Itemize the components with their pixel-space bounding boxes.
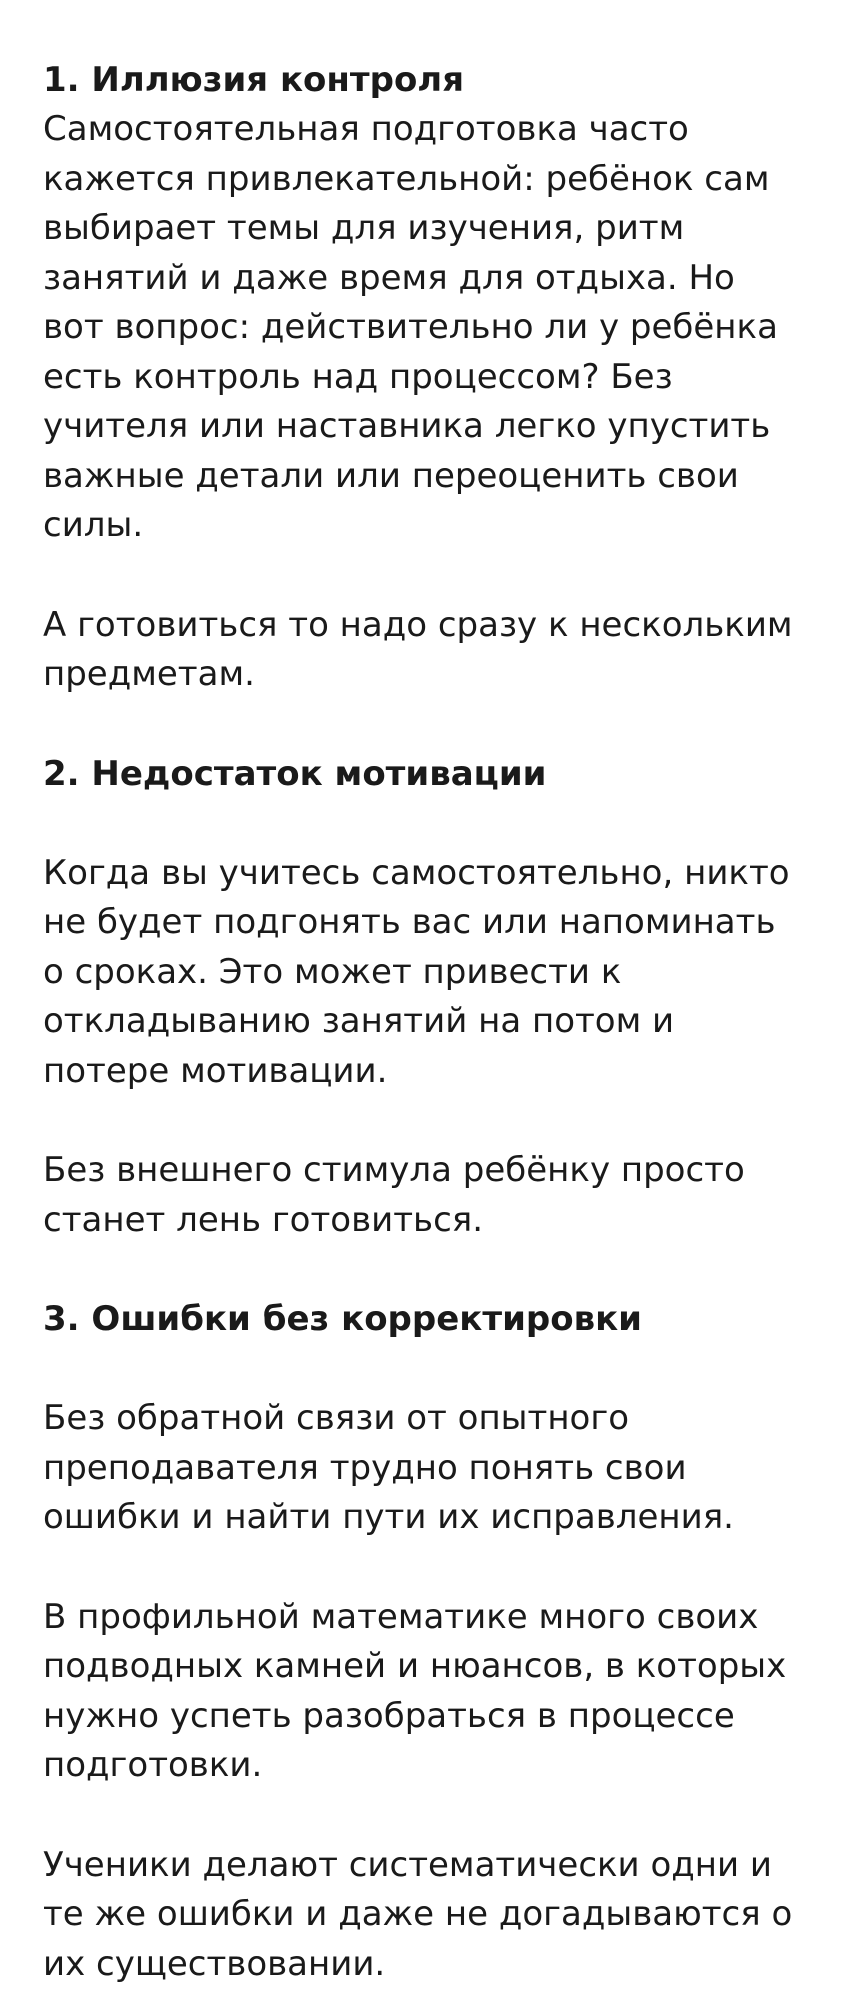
paragraph: Без внешнего стимула ребёнку просто станет лень готовиться. [43,1150,745,1240]
section-title: 2. Недостаток мотивации [43,753,547,794]
section-errors-without-correction [43,1295,802,1989]
paragraph: А готовиться то надо сразу к нескольким предметам. [43,604,793,694]
paragraph: Без обратной связи от опытного преподавателя трудно понять свои ошибки и найти пути их исправления. [43,1398,734,1537]
spacer [43,799,802,849]
paragraph: Когда вы учитесь самостоятельно, никто не будет подгонять вас или напоминать о сроках. Это может привести к откладыванию занятий на потом и потере мотивации. [43,852,790,1091]
section-lack-of-motivation [43,750,802,1246]
section-title: 1. Иллюзия контроля [43,60,465,100]
spacer [43,1344,802,1394]
spacer [43,1245,802,1295]
spacer [43,700,802,750]
spacer [43,1096,802,1146]
paragraph: Ученики делают систематически одни и те же ошибки и даже не догадываются о их существовании. [43,1844,793,1984]
spacer [43,1791,802,1841]
spacer [43,1543,802,1593]
section-illusion-of-control [43,56,802,700]
paragraph: В профильной математике много своих подводных камней и нюансов, в которых нужно успеть разобраться в процессе подготовки. [43,1596,787,1785]
section-title: 3. Ошибки без корректировки [43,1299,643,1339]
paragraph: Самостоятельная подготовка часто кажется привлекательной: ребёнок сам выбирает темы для изучения, ритм занятий и даже время для отдыха. Но вот вопрос: действительно ли у ребёнка есть контроль над процессом? Без учителя или наставника легко упустить важные детали или переоценить свои силы. [43,109,778,545]
spacer [43,551,802,601]
